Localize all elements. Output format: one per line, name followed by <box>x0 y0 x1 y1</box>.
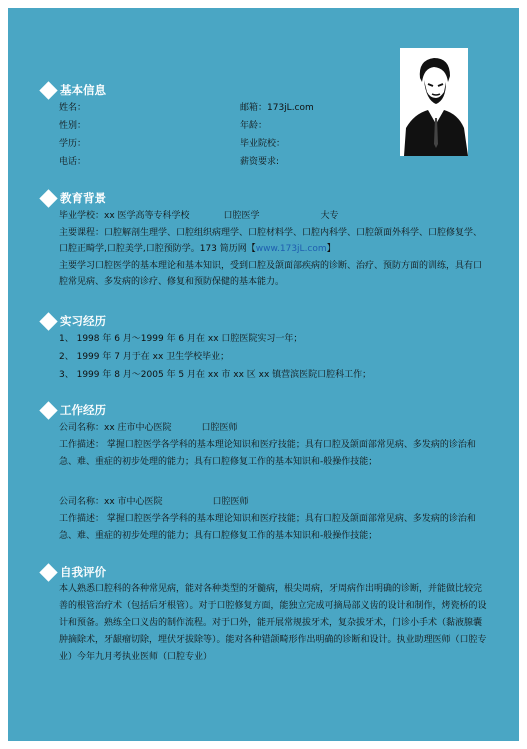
salary-label: 薪资要求: <box>240 157 280 167</box>
company-label: 公司名称： <box>59 497 105 507</box>
diamond-bullet-icon <box>39 312 57 330</box>
email-label: 邮箱：173jL.com <box>240 103 314 113</box>
company-name: xx 市中心医院 <box>104 497 163 507</box>
work-title: 工作经历 <box>60 403 106 417</box>
resume-page <box>8 8 519 741</box>
internship-item: 3、 1999 年 8 月～2005 年 5 月在 xx 市 xx 区 xx 镇营滨医院口腔科工作； <box>59 370 372 380</box>
education-description: 主要学习口腔医学的基本理论和基本知识，受到口腔及颌面部疾病的诊断、治疗、预防方面的训练，具有口腔常见病、多发病的诊疗、修复和预防保健的基本能力。 <box>59 261 483 287</box>
diamond-bullet-icon <box>39 189 57 207</box>
internship-section <box>38 312 488 384</box>
company-name: xx 庄市中心医院 <box>104 423 172 433</box>
internship-item: 2、 1999 年 7 月于在 xx 卫生学校毕业； <box>59 352 230 362</box>
internship-heading <box>38 312 488 330</box>
education-school-line <box>59 207 488 225</box>
major: 口腔医学 <box>223 211 260 221</box>
internship-item: 1、 1998 年 6 月～1999 年 6 月在 xx 口腔医院实习一年； <box>59 334 303 344</box>
job-position: 口腔医师 <box>212 497 249 507</box>
self-evaluation-section <box>38 563 488 666</box>
website-link[interactable]: www.173jL.com <box>255 244 327 254</box>
courses-suffix: 】 <box>326 244 336 254</box>
courses-text: 主要课程：口腔解剖生理学、口腔组织病理学、口腔材料学、口腔内科学、口腔颌面外科学、口腔修复学、口腔正畸学,口腔美学,口腔预防学。173 简历网【 <box>59 228 483 254</box>
job-description: 工作描述： 掌握口腔医学各学科的基本理论知识和医疗技能；具有口腔及颌面部常见病、多发病的诊治和急、难、重症的初步处理的能力；具有口腔修复工作的基本知识和-般操作技能； <box>59 514 476 541</box>
self-evaluation-heading <box>38 563 488 581</box>
degree: 大专 <box>320 211 339 221</box>
education-section <box>38 189 488 290</box>
name-label: 姓名： <box>59 103 87 113</box>
school-line-label: 毕业学校： <box>59 211 105 221</box>
company-label: 公司名称： <box>59 423 105 433</box>
education-title: 教育背景 <box>60 191 106 205</box>
self-evaluation-title: 自我评价 <box>60 565 106 579</box>
basic-info-title: 基本信息 <box>60 83 106 97</box>
education-heading <box>38 189 488 207</box>
age-label: 年龄： <box>240 121 268 131</box>
school-name: xx 医学高等专科学校 <box>104 211 190 221</box>
diamond-bullet-icon <box>39 563 57 581</box>
job-description: 工作描述： 掌握口腔医学各学科的基本理论知识和医疗技能；具有口腔及颌面部常见病、多发病的诊治和急、难、重症的初步处理的能力；具有口腔修复工作的基本知识和-般操作技能； <box>59 440 476 467</box>
basic-info-heading <box>38 81 488 99</box>
job-company-line <box>59 419 488 437</box>
internship-title: 实习经历 <box>60 314 106 328</box>
diamond-bullet-icon <box>39 81 57 99</box>
basic-info-section <box>38 81 488 171</box>
self-evaluation-text: 本人熟悉口腔科的各种常见病，能对各种类型的牙髓病，根尖周病，牙周病作出明确的诊断，并能做比较完善的根管治疗术（包括后牙根管）。对于口腔修复方面，能独立完成可摘局部义齿的设计和制作，烤瓷桥的设计和预备。熟练全口义齿的制作流程。对于口外，能开展常规拔牙术，复杂拔牙术，门诊小手术（黏液腺囊肿摘除术，牙龈瘤切除，埋伏牙拔除等）。能对各种错颌畸形作出明确的诊断和设计。执业助理医师（口腔专业）今年九月考执业医师（口腔专业） <box>59 584 487 662</box>
work-section <box>38 401 488 545</box>
info-row <box>59 153 488 171</box>
courses-paragraph <box>59 225 488 257</box>
job-company-line <box>59 493 488 511</box>
job-position: 口腔医师 <box>201 423 238 433</box>
education-level-label: 学历： <box>59 139 87 149</box>
info-row <box>59 135 488 153</box>
school-label: 毕业院校： <box>240 139 286 149</box>
info-row <box>59 117 488 135</box>
diamond-bullet-icon <box>39 401 57 419</box>
gender-label: 性别： <box>59 121 87 131</box>
phone-label: 电话： <box>59 157 87 167</box>
work-heading <box>38 401 488 419</box>
info-row <box>59 99 488 117</box>
